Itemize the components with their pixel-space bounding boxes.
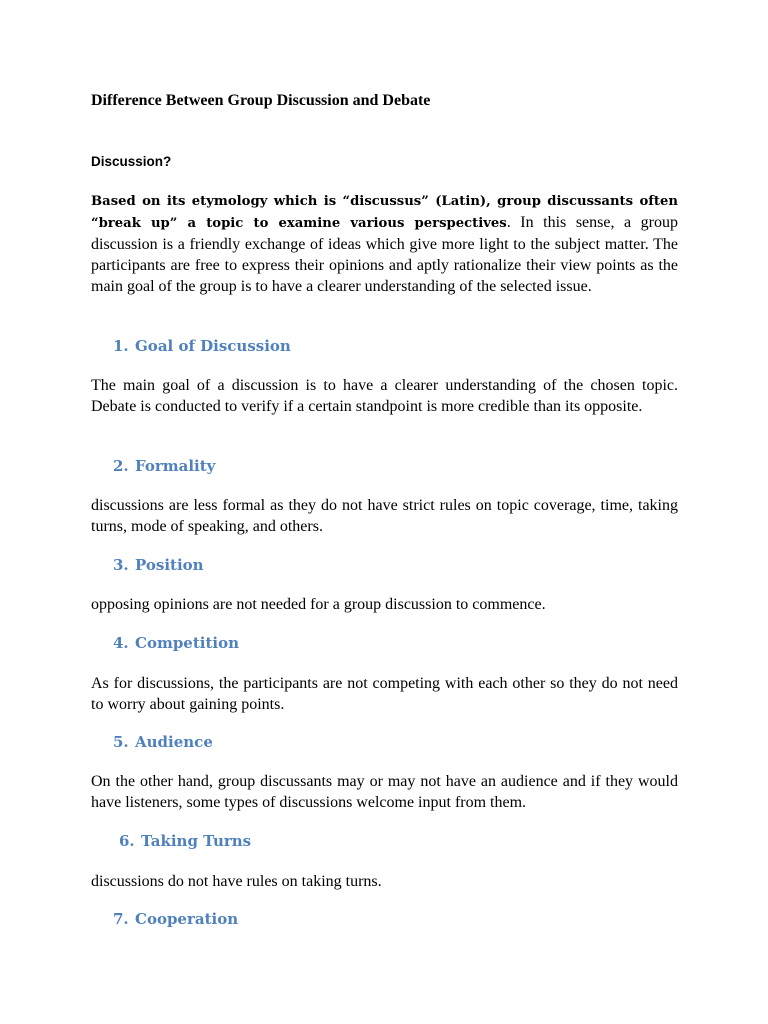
heading-position	[113, 556, 204, 574]
heading-label: Cooperation	[135, 910, 239, 928]
paragraph-formality: discussions are less formal as they do not have strict rules on topic coverage, time, taking turns, mode of speaking, and others.	[91, 497, 678, 535]
heading-goal-of-discussion	[113, 337, 291, 355]
heading-label: Goal of Discussion	[135, 337, 291, 355]
heading-label: Position	[135, 556, 204, 574]
heading-number: 6.	[119, 832, 135, 850]
heading-audience	[113, 733, 213, 751]
heading-label: Formality	[135, 457, 216, 475]
heading-number: 2.	[113, 457, 129, 475]
intro-bold-text: Based on its etymology which is “discussus” (Latin), group discussants often “break up” a topic to examine various perspectives	[91, 194, 678, 231]
paragraph-position: opposing opinions are not needed for a group discussion to commence.	[91, 596, 546, 613]
paragraph-goal-of-discussion: The main goal of a discussion is to have a clearer understanding of the chosen topic. Debate is conducted to verify if a certain standpoint is more credible than its opposite.	[91, 377, 678, 415]
heading-formality	[113, 457, 215, 475]
heading-competition	[113, 634, 239, 652]
paragraph-competition: As for discussions, the participants are not competing with each other so they do not need to worry about gaining points.	[91, 675, 678, 713]
heading-number: 1.	[113, 337, 129, 355]
section-heading-discussion: Discussion?	[91, 154, 172, 169]
paragraph-taking-turns: discussions do not have rules on taking turns.	[91, 873, 382, 890]
heading-number: 5.	[113, 733, 129, 751]
intro-rest-text: . In this sense, a group discussion is a friendly exchange of ideas which give more light to the subject matter. The participants are free to express their opinions and aptly rationalize their view points as the main goal of the group is to have a clearer understanding of the selected issue.	[91, 214, 679, 295]
heading-cooperation	[113, 910, 238, 928]
heading-label: Competition	[135, 634, 240, 652]
heading-taking-turns	[119, 832, 251, 850]
heading-number: 7.	[113, 910, 129, 928]
document-title: Difference Between Group Discussion and Debate	[91, 92, 431, 109]
intro-paragraph	[91, 190, 678, 297]
heading-number: 3.	[113, 556, 129, 574]
heading-label: Taking Turns	[141, 832, 252, 850]
paragraph-audience: On the other hand, group discussants may or may not have an audience and if they would have listeners, some types of discussions welcome input from them.	[91, 773, 678, 811]
heading-number: 4.	[113, 634, 129, 652]
heading-label: Audience	[135, 733, 213, 751]
